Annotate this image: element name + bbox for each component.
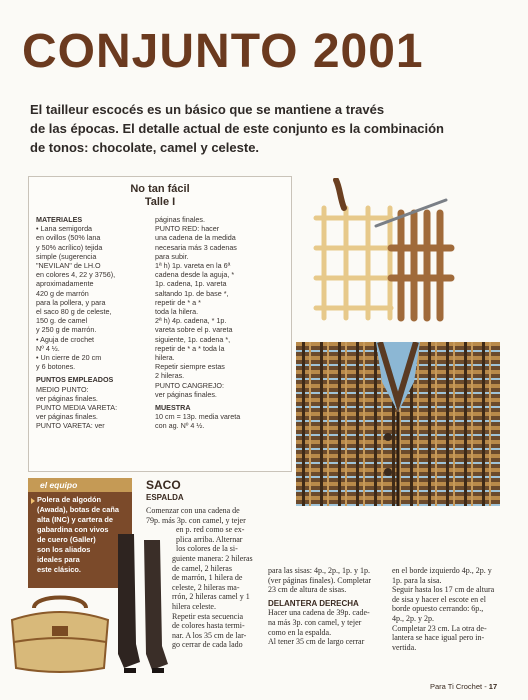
outfit-line: de cuero (Galler) <box>37 535 96 544</box>
stitch-line: una cadena de la medida <box>155 233 236 243</box>
saco-line: Al tener 35 cm de largo cerrar <box>268 637 365 647</box>
stitch-line: cadena desde la aguja, * <box>155 270 235 280</box>
instructions-box <box>28 176 292 472</box>
materials-line: Nº 4 ½. <box>36 343 60 353</box>
stitch-line: 2 hileras. <box>155 371 185 381</box>
stitch-line: hilera. <box>155 353 175 363</box>
stitches-line: ver páginas finales. <box>36 393 98 403</box>
stitch-line: siguiente, 1p. cadena *, <box>155 334 231 344</box>
stitch-diagram-image <box>306 178 456 328</box>
stitches-line: ver páginas finales. <box>36 412 98 422</box>
materials-line: y 50% acrílico) tejida <box>36 242 103 252</box>
saco-line: Repetir esta secuencia <box>172 611 244 621</box>
materials-line: • Un cierre de 20 cm <box>36 353 102 363</box>
materials-line: • Lana semigorda <box>36 224 93 234</box>
stitch-line: ver páginas finales. <box>155 389 217 399</box>
materials-line: en colores 4, 22 y 3756), <box>36 270 116 280</box>
saco-line: rrón, 2 hileras camel y 1 <box>172 592 250 602</box>
saco-line: Completar 23 cm. La otra de- <box>392 623 487 633</box>
stitch-line: 1ª h) 1p. vareta en la 6ª <box>155 261 231 271</box>
saco-line: (ver páginas finales). Completar <box>268 575 372 585</box>
saco-line: na más 3p. con camel, y tejer <box>268 617 362 627</box>
saco-line: para las sisas: 4p., 2p., 1p. y 1p. <box>268 566 370 575</box>
saco-column-a <box>146 506 272 650</box>
materials-line: aproximadamente <box>36 279 94 289</box>
materials-line: • Aguja de crochet <box>36 334 95 344</box>
outfit-line: este clásico. <box>37 565 81 574</box>
intro-line: de tonos: chocolate, camel y celeste. <box>30 140 260 155</box>
saco-line: lantera se hace igual pero in- <box>392 633 485 643</box>
saco-line: 79p. más 3p. con camel, y tejer <box>146 515 246 525</box>
difficulty-heading <box>29 183 291 209</box>
size-label: Talle I <box>144 196 176 208</box>
stitch-line: repetir de * a * toda la <box>155 343 225 353</box>
subsection-heading-espalda: ESPALDA <box>146 493 184 502</box>
page-title: CONJUNTO 2001 <box>22 25 424 78</box>
stitch-line: necesaria más 3 cadenas <box>155 242 237 252</box>
saco-line: los colores de la si- <box>176 544 238 554</box>
materials-line: "NEVILAN" de LH.O <box>36 261 101 271</box>
materials-line: en ovillos (50% lana <box>36 233 101 243</box>
stitch-line: para subir. <box>155 251 189 261</box>
saco-line: vertida. <box>392 642 417 652</box>
saco-line: en p. red como se ex- <box>176 525 245 535</box>
page-footer <box>430 682 497 691</box>
sample-line: 10 cm = 13p. media vareta <box>155 412 241 422</box>
stitches-line: PUNTO VARETA: ver <box>36 421 105 431</box>
stitch-line: repetir de * a * <box>155 297 201 307</box>
saco-column-b <box>268 566 392 647</box>
subsection-heading-delantera: DELANTERA DERECHA <box>268 598 359 608</box>
stitches-heading: PUNTOS EMPLEADOS <box>36 375 114 385</box>
stitch-line: páginas finales. <box>155 215 205 224</box>
saco-line: go cerrar de cada lado <box>172 640 243 650</box>
intro-line: de las épocas. El detalle actual de este conjunto es la combinación <box>30 121 444 136</box>
outfit-line: gabardina con vivos <box>37 525 109 534</box>
saco-line: de colores hasta termi- <box>172 621 245 631</box>
intro-line: El tailleur escocés es un básico que se mantiene a través <box>30 102 385 117</box>
stitch-line: Repetir siempre estas <box>155 362 225 372</box>
sample-line: con ag. Nº 4 ½. <box>155 421 205 431</box>
saco-line: hilera celeste. <box>172 601 216 611</box>
outfit-line: alta (INC) y cartera de <box>37 515 113 524</box>
materials-line: 420 g de marrón <box>36 288 89 298</box>
saco-line: Seguir hasta los 17 cm de altura <box>392 585 495 595</box>
stitch-line: saltando 1p. de base *, <box>155 288 229 298</box>
saco-line: en el borde izquierdo 4p., 2p. y <box>392 566 492 575</box>
saco-line: 1p. para la sisa. <box>392 575 442 585</box>
saco-line: celeste, 2 hileras ma- <box>172 582 240 592</box>
materials-line: simple (sugerencia <box>36 251 97 261</box>
materials-line: y 6 botones. <box>36 362 76 372</box>
saco-line: borde opuesto cerrando: 6p., <box>392 604 484 614</box>
saco-line: Comenzar con una cadena de <box>146 506 240 515</box>
stitch-line: toda la hilera. <box>155 307 199 317</box>
saco-line: de sisa y hacer el escote en el <box>392 594 486 604</box>
jacket-photo <box>296 342 500 506</box>
stitches-column <box>155 215 287 431</box>
outfit-line: (Awada), botas de caña <box>37 505 120 514</box>
materials-line: y 250 g de marrón. <box>36 325 97 335</box>
saco-line: de camel, 2 hileras <box>172 563 232 573</box>
page-number: 17 <box>488 682 498 691</box>
saco-column-c <box>392 566 502 652</box>
stitch-line: PUNTO CANGREJO: <box>155 380 224 390</box>
stitches-line: MEDIO PUNTO: <box>36 384 89 394</box>
materials-heading: MATERIALES <box>36 215 83 224</box>
saco-line: plica arriba. Alternar <box>176 534 243 544</box>
materials-line: 150 g. de camel <box>36 316 88 326</box>
outfit-tag: el equipo <box>28 478 132 492</box>
bag-image <box>4 590 116 674</box>
section-heading-saco: SACO <box>146 478 181 492</box>
materials-line: para la pollera, y para <box>36 297 106 307</box>
materials-line: el saco 80 g de celeste, <box>36 307 112 317</box>
saco-line: guiente manera: 2 hileras <box>172 553 253 563</box>
sample-heading: MUESTRA <box>155 403 191 413</box>
stitch-line: 2ª h) 4p. cadena, * 1p. <box>155 316 227 326</box>
difficulty-level: No tan fácil <box>130 183 190 195</box>
saco-line: Hacer una cadena de 39p. cade- <box>268 608 370 618</box>
outfit-line: ideales para <box>37 555 80 564</box>
saco-line: nar. A los 35 cm de lar- <box>172 630 247 640</box>
stitch-line: PUNTO RED: hacer <box>155 224 220 234</box>
stitch-line: 1p. cadena, 1p. vareta <box>155 279 227 289</box>
intro-text <box>30 100 500 157</box>
outfit-line: Polera de algodón <box>37 495 102 504</box>
saco-line: 4p., 2p. y 2p. <box>392 613 434 623</box>
stitch-line: vareta sobre el p. vareta <box>155 325 233 335</box>
materials-column <box>36 215 154 431</box>
saco-line: como en la espalda. <box>268 627 332 637</box>
stitches-line: PUNTO MEDIA VARETA: <box>36 403 118 413</box>
saco-line: de marrón, 1 hilera de <box>172 573 243 583</box>
outfit-line: son los aliados <box>37 545 91 554</box>
bullet-arrow-icon <box>31 498 35 504</box>
saco-line: 23 cm de altura de sisas. <box>268 585 347 595</box>
publication-name: Para Ti Crochet - <box>430 682 487 691</box>
